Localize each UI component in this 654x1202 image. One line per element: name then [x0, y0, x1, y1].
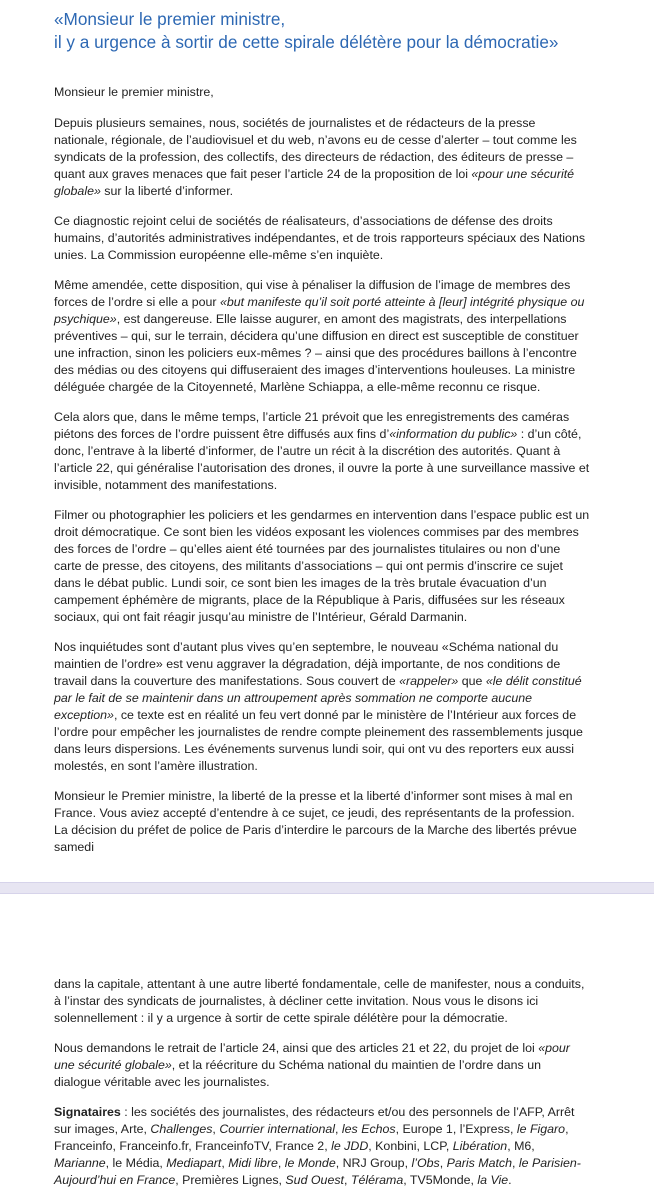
paragraph-7-continued: dans la capitale, attentant à une autre liberté fondamentale, celle de manifester, nous a conduits, à l’instar des syndicats de journalistes, à décliner cette invitation. Nous vous le disons ici solennellement : il y a urgence à sortir de cette spirale délétère pour la démocratie.: [54, 977, 585, 1025]
paragraph-2: Ce diagnostic rejoint celui de sociétés de réalisateurs, d’associations de défense des droits humains, d’autorités administratives indépendantes, et de trois rapporteurs spéciaux des Nations unies. La Commission européenne elle-même s’en inquiète.: [54, 214, 586, 262]
publication-name: les Echos: [341, 1122, 396, 1136]
paragraph-4: [54, 409, 590, 494]
text: , NRJ Group,: [335, 1156, 412, 1170]
signatories: [54, 1104, 590, 1189]
publication-name: Sud Ouest: [285, 1173, 344, 1187]
text: ,: [212, 1122, 220, 1136]
text: , et la réécriture du Schéma national du maintien de l’ordre dans un dialogue véritable avec les journalistes.: [54, 1058, 541, 1089]
text: ,: [343, 1173, 351, 1187]
text: ,: [439, 1156, 447, 1170]
text: , est dangereuse. Elle laisse augurer, en amont des magistrats, des interpellations préventives – qui, sur le terrain, décidera qu’une diffusion en direct est susceptible de constituer une infraction, sinon les policiers eux-mêmes ? – ainsi que des procédures baillons à l’encontre des médias ou des citoyens qui diffuseraient des images d’interventions houleuses. La ministre déléguée chargée de la Citoyenneté, Marlène Schiappa, a elle-même reconnu ce risque.: [54, 312, 579, 394]
paragraph-8: [54, 1040, 590, 1091]
title-line-2: il y a urgence à sortir de cette spirale délétère pour la démocratie»: [54, 32, 559, 52]
text: ,: [221, 1156, 229, 1170]
publication-name: l’Obs: [411, 1156, 440, 1170]
quote: «but manifeste qu’il soit porté atteinte à [leur] intégrité physique ou psychique»: [54, 295, 585, 326]
quote: «pour une sécurité globale»: [54, 1041, 570, 1072]
text: ,: [335, 1122, 342, 1136]
quote: «pour une sécurité globale»: [54, 167, 575, 198]
text: ,: [277, 1156, 285, 1170]
paragraph-7: Monsieur le Premier ministre, la liberté de la presse et la liberté d’informer sont mises à mal en France. Vous aviez accepté d’entendre à ce sujet, ce jeudi, des représentants de la profession. La décision du préfet de police de Paris d’interdire le parcours de la Marche des libertés prévue samedi: [54, 789, 577, 854]
publication-name: Télérama: [350, 1173, 404, 1187]
publication-name: Midi libre: [228, 1156, 278, 1170]
text: : d’un côté, donc, l’entrave à la liberté d’informer, de l’autre un récit à la discrétion des autorités. Quant à l’article 22, qui généralise l’autorisation des drones, il ouvre la porte à une surveillance massive et invisible, notamment des manifestations.: [54, 427, 590, 492]
paragraph-6: [54, 639, 590, 775]
article-title: [54, 8, 634, 54]
publication-name: le Parisien-Aujourd’hui en France: [54, 1156, 581, 1187]
text: , M6,: [507, 1139, 535, 1153]
text: Nos inquiétudes sont d’autant plus vives qu’en septembre, le nouveau «Schéma national du maintien de l’ordre» est venu aggraver la dégradation, déjà importante, de nos conditions de travail dans la couverture des manifestations. Sous couvert de: [54, 640, 561, 688]
letter-body-page-1: [54, 84, 590, 869]
signatories-label: Signataires: [54, 1105, 121, 1119]
text: :: [120, 1105, 132, 1119]
quote: «le délit constitué par le fait de se maintenir dans un attroupement après sommation ne comporte aucune exception»: [54, 674, 582, 722]
paragraph-5: Filmer ou photographier les policiers et les gendarmes en intervention dans l’espace public est un droit démocratique. Ce sont bien les vidéos exposant les violences commises par des membres des forces de l’ordre – qu’elles aient été tournées par des journalistes titulaires ou non d’une carte de presse, des citoyens, des militants d’associations – qui ont permis d’inscrire ce sujet dans le débat public. Lundi soir, ce sont bien les images de la très brutale évacuation d’un campement éphémère de migrants, place de la République à Paris, diffusées sur les réseaux sociaux, qui ont fait réagir jusqu’au ministre de l’Intérieur, Gérald Darmanin.: [54, 508, 590, 624]
text: .: [508, 1173, 512, 1187]
text: , Premières Lignes,: [175, 1173, 286, 1187]
text: , ce texte est en réalité un feu vert donné par le ministère de l’Intérieur aux forces de l’ordre pour empêcher les journalistes de rendre compte pleinement des rassemblements jusque dans leurs dispersions. Les événements survenus lundi soir, qui ont vu des reporters eux aussi molestés, en sont l’amère illustration.: [54, 708, 583, 773]
publication-name: Challenges: [150, 1122, 213, 1136]
text: sur la liberté d’informer.: [100, 184, 234, 198]
publication-name: Paris Match: [446, 1156, 513, 1170]
text: , Europe 1, l’Express,: [395, 1122, 517, 1136]
text: Nous demandons le retrait de l’article 24, ainsi que des articles 21 et 22, du projet de loi: [54, 1041, 539, 1055]
text: que: [458, 674, 486, 688]
publication-name: le Figaro: [516, 1122, 566, 1136]
publication-name: le JDD: [331, 1139, 369, 1153]
text: Même amendée, cette disposition, qui vise à pénaliser la diffusion de l’image de membres des forces de l’ordre si elle a pour: [54, 278, 571, 309]
publication-name: Mediapart: [166, 1156, 222, 1170]
text: , le Média,: [105, 1156, 167, 1170]
salutation: Monsieur le premier ministre,: [54, 85, 214, 99]
text: , Konbini, LCP,: [368, 1139, 453, 1153]
publication-name: la Vie: [477, 1173, 509, 1187]
text: les sociétés des journalistes, des rédacteurs et/ou des personnels de l’AFP, Arrêt sur images, Arte,: [54, 1105, 575, 1136]
quote: «rappeler»: [399, 674, 459, 688]
paragraph-3: [54, 277, 590, 396]
text: Cela alors que, dans le même temps, l’article 21 prévoit que les enregistrements des caméras piétons des forces de l’ordre puissent être diffusés aux fins d’: [54, 410, 570, 441]
text: , TV5Monde,: [403, 1173, 478, 1187]
quote: «information du public»: [389, 427, 518, 441]
letter-body-page-2: [54, 976, 590, 1202]
text: Depuis plusieurs semaines, nous, sociétés de journalistes et de rédacteurs de la presse nationale, régionale, de l’audiovisuel et du web, n’avons eu de cesse d’alerter – tout comme les syndicats de la profession, des collectifs, des directeurs de rédaction, des éditeurs de presse – quant aux graves menaces que fait peser l’article 24 de la proposition de loi: [54, 116, 577, 181]
publication-name: Courrier international: [219, 1122, 336, 1136]
publication-name: Marianne: [54, 1156, 106, 1170]
page-break-divider: [0, 882, 654, 894]
publication-name: Libération: [452, 1139, 508, 1153]
text: , Franceinfo, Franceinfo.fr, FranceinfoTV, France 2,: [54, 1122, 569, 1153]
text: ,: [512, 1156, 519, 1170]
publication-name: le Monde: [284, 1156, 336, 1170]
paragraph-1: [54, 115, 590, 200]
title-line-1: «Monsieur le premier ministre,: [54, 9, 286, 29]
